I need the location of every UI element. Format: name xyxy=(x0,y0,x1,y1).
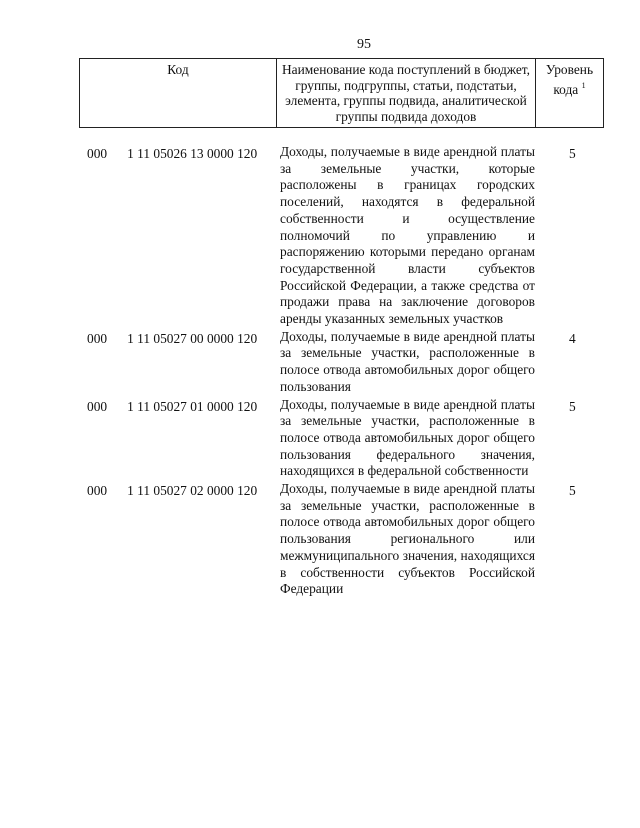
row-code xyxy=(87,146,257,162)
row-code xyxy=(87,331,257,347)
income-code: 1 11 05027 02 0000 120 xyxy=(127,483,258,499)
income-code: 1 11 05027 00 0000 120 xyxy=(127,330,258,346)
header-level-footnote: 1 xyxy=(581,80,586,90)
admin-code: 000 xyxy=(87,483,108,499)
header-level-label: Уровень кода xyxy=(545,62,594,97)
header-code: Код xyxy=(80,59,277,127)
admin-code: 000 xyxy=(87,146,108,161)
row-code xyxy=(87,483,257,499)
header-name: Наименование кода поступлений в бюджет, группы, подгруппы, статьи, подстатьи, элемента, группы подвида, аналитической группы подвида доходов xyxy=(277,59,536,127)
row-name: Доходы, получаемые в виде арендной платы за земельные участки, расположенные в полосе отвода автомобильных дорог общего пользования xyxy=(280,328,535,394)
income-code: 1 11 05026 13 0000 120 xyxy=(127,146,258,161)
page-number: 95 xyxy=(357,37,371,52)
row-name: Доходы, получаемые в виде арендной платы за земельные участки, расположенные в полосе отвода автомобильных дорог общего пользования федерального значения, находящихся в федеральной собственности xyxy=(280,396,535,479)
row-level: 5 xyxy=(569,146,576,161)
row-level: 5 xyxy=(569,398,576,414)
header-level xyxy=(536,59,603,127)
admin-code: 000 xyxy=(87,398,108,414)
table-row xyxy=(0,329,640,396)
admin-code: 000 xyxy=(87,330,108,346)
row-level: 4 xyxy=(569,330,576,346)
row-level: 5 xyxy=(569,483,576,499)
table-body xyxy=(0,144,640,599)
table-row xyxy=(0,397,640,481)
row-code xyxy=(87,399,257,415)
row-name: Доходы, получаемые в виде арендной платы за земельные участки, расположенные в полосе отвода автомобильных дорог общего пользования регионального или межмуниципального значения, находящихся в собственности субъектов Российской Федерации xyxy=(280,481,535,597)
table-row xyxy=(0,481,640,598)
table-header xyxy=(79,58,604,128)
income-code: 1 11 05027 01 0000 120 xyxy=(127,398,258,414)
row-name: Доходы, получаемые в виде арендной платы за земельные участки, которые расположены в границах городских поселений, находятся в федеральной собственности и осуществление полномочий по управлению и распоряжению которыми передано органам государственной власти субъектов Российской Федерации, а также средства от продажи права на заключение договоров аренды указанных земельных участков xyxy=(280,144,535,327)
table-row xyxy=(0,144,640,328)
